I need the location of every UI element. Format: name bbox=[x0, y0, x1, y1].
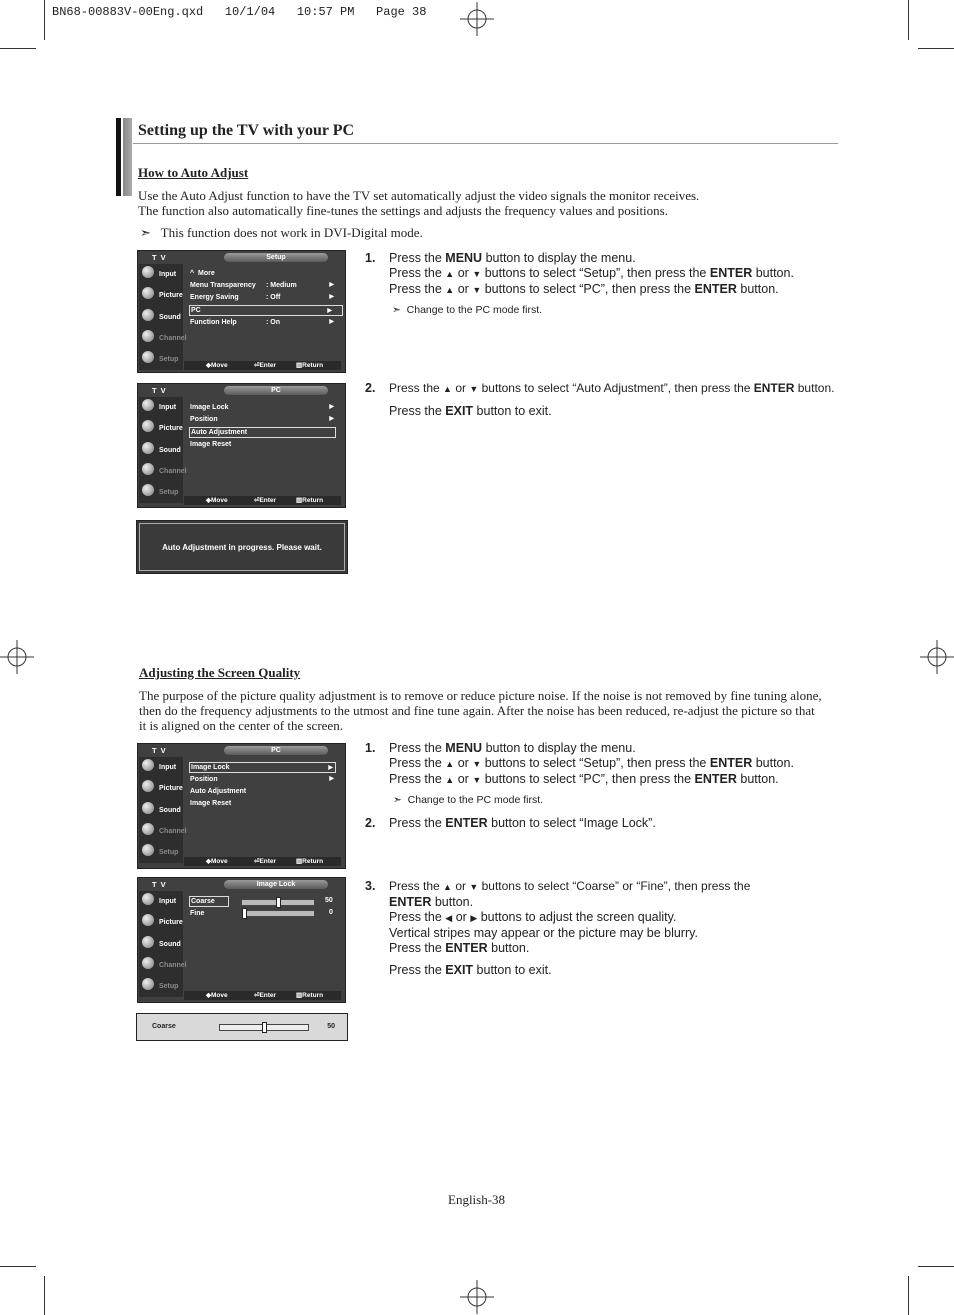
picture-icon bbox=[142, 914, 154, 926]
osd-footer: ◆Move ⏎Enter ▥Return bbox=[184, 496, 341, 505]
channel-icon bbox=[142, 823, 154, 835]
osd-item-selected: Image Lock ▶ bbox=[189, 762, 336, 773]
osd-setup-menu bbox=[137, 250, 346, 373]
down-arrow-icon: ▼ bbox=[472, 269, 482, 279]
osd-sidebar: Input Picture Sound Channel Setup bbox=[139, 891, 183, 997]
coarse-slider bbox=[241, 899, 315, 906]
enter-hint: ⏎Enter bbox=[254, 362, 277, 369]
osd-item-more: ^ More bbox=[190, 270, 215, 277]
osd-item: Function Help : On ▶ bbox=[190, 319, 334, 326]
auto-adjust-step-1: Press the MENU button to display the menu. Press the ▲ or ▼ buttons to select “Setup”, then press the ENTER button. Press the ▲ or ▼ buttons to select “PC”, then press the ENTER button. bbox=[389, 251, 794, 296]
section-bar bbox=[116, 118, 132, 196]
input-icon bbox=[142, 893, 154, 905]
coarse-item-selected: Coarse bbox=[189, 896, 229, 907]
coarse-label: Coarse bbox=[152, 1023, 176, 1030]
left-arrow-icon: ◀ bbox=[445, 913, 453, 923]
up-arrow-icon: ▲ bbox=[443, 384, 452, 394]
osd-item: Position ▶ bbox=[190, 776, 334, 783]
picture-icon bbox=[142, 420, 154, 432]
osd-footer: ◆Move ⏎Enter ▥Return bbox=[184, 857, 341, 866]
auto-adjust-step-1-note: ➣ Change to the PC mode first. bbox=[392, 304, 543, 316]
osd-item: Image Lock ▶ bbox=[190, 404, 334, 411]
osd-item: Image Reset bbox=[190, 441, 232, 448]
step-number: 1. bbox=[365, 251, 376, 265]
setup-icon bbox=[142, 484, 154, 496]
osd-item: Menu Transparency : Medium ▶ bbox=[190, 282, 334, 289]
osd-item: Auto Adjustment bbox=[190, 788, 247, 795]
fine-value: 0 bbox=[329, 909, 333, 916]
progress-message: Auto Adjustment in progress. Please wait. bbox=[162, 543, 322, 552]
note-arrow-icon: ➣ bbox=[140, 225, 151, 240]
sound-icon bbox=[142, 802, 154, 814]
screen-quality-step-1-note: ➣ Change to the PC mode first. bbox=[393, 794, 544, 806]
fine-slider-knob bbox=[242, 908, 247, 919]
registration-mark-top bbox=[460, 2, 494, 36]
sound-icon bbox=[142, 936, 154, 948]
osd-sidebar: Input Picture Sound Channel Setup bbox=[139, 757, 183, 863]
sound-icon bbox=[142, 309, 154, 321]
screen-quality-intro-2: then do the frequency adjustments to the utmost and fine tune again. After the noise has been reduced, re-adjust the picture so that bbox=[139, 703, 815, 718]
fine-item: Fine bbox=[190, 910, 205, 917]
osd-footer: ◆Move ⏎Enter ▥Return bbox=[184, 991, 341, 1000]
fine-slider bbox=[241, 910, 315, 917]
osd-item: Image Reset bbox=[190, 800, 232, 807]
auto-adjust-intro-1: Use the Auto Adjust function to have the TV set automatically adjust the video signals the monitor receives. bbox=[138, 188, 700, 203]
move-hint: ◆Move bbox=[206, 362, 228, 369]
down-arrow-icon: ▼ bbox=[472, 285, 482, 295]
osd-tv-label: T V bbox=[152, 253, 167, 262]
file-slug: BN68-00883V-00Eng.qxd 10/1/04 10:57 PM Page 38 bbox=[52, 5, 427, 19]
channel-icon bbox=[142, 463, 154, 475]
screen-quality-step-3: Press the ▲ or ▼ buttons to select “Coarse” or “Fine”, then press the ENTER button. Press the ◀ or ▶ buttons to adjust the screen quality. Vertical stripes may appear or the picture may be blurry. Press the ENTER button. Press the EXIT button to exit. bbox=[389, 879, 751, 977]
osd-header: PC bbox=[224, 386, 328, 395]
picture-icon bbox=[142, 780, 154, 792]
screen-quality-step-1: Press the MENU button to display the menu. Press the ▲ or ▼ buttons to select “Setup”, then press the ENTER button. Press the ▲ or ▼ buttons to select “PC”, then press the ENTER button. bbox=[389, 741, 794, 786]
osd-item: Energy Saving : Off ▶ bbox=[190, 294, 334, 301]
return-hint: ▥Return bbox=[296, 362, 324, 369]
coarse-adjust-bar bbox=[136, 1013, 348, 1041]
screen-quality-intro-1: The purpose of the picture quality adjustment is to remove or reduce picture noise. If the noise is not removed by fine tuning alone, bbox=[139, 688, 822, 703]
down-arrow-icon: ▼ bbox=[472, 759, 482, 769]
setup-icon bbox=[142, 978, 154, 990]
osd-pc-menu: T V PC Input Picture Sound Channel Setup Image Lock ▶ Position ▶ Auto Adjustment Image Reset ◆Move ⏎Enter ▥Return bbox=[137, 383, 346, 508]
title-rule bbox=[133, 143, 838, 144]
page-title: Setting up the TV with your PC bbox=[138, 122, 355, 139]
auto-adjust-step-2: Press the ▲ or ▼ buttons to select “Auto Adjustment”, then press the ENTER button. Press the EXIT button to exit. bbox=[389, 381, 835, 418]
setup-icon bbox=[142, 844, 154, 856]
coarse-bar-knob bbox=[262, 1022, 267, 1033]
up-arrow-icon: ▲ bbox=[445, 285, 455, 295]
osd-image-lock-menu: T V Image Lock Input Picture Sound Channel Setup Coarse 50 Fine 0 ◆Move ⏎Enter ▥Return bbox=[137, 877, 346, 1003]
up-arrow-icon: ▲ bbox=[445, 759, 455, 769]
osd-item: Position ▶ bbox=[190, 416, 334, 423]
coarse-bar-value: 50 bbox=[327, 1023, 335, 1030]
auto-adjust-heading: How to Auto Adjust bbox=[138, 165, 249, 180]
page-footer: English-38 bbox=[448, 1192, 506, 1207]
auto-adjust-intro-2: The function also automatically fine-tunes the settings and adjusts the frequency values and positions. bbox=[138, 203, 668, 218]
picture-icon bbox=[142, 287, 154, 299]
input-icon bbox=[142, 399, 154, 411]
input-icon bbox=[142, 759, 154, 771]
osd-item-selected: Auto Adjustment bbox=[189, 427, 336, 438]
coarse-slider-knob bbox=[276, 897, 281, 908]
auto-adjust-note: ➣ This function does not work in DVI-Digital mode. bbox=[140, 225, 423, 240]
up-arrow-icon: ▲ bbox=[445, 775, 455, 785]
registration-mark-bottom bbox=[460, 1280, 494, 1314]
coarse-value: 50 bbox=[325, 897, 333, 904]
osd-pc-menu-2: T V PC Input Picture Sound Channel Setup Image Lock ▶ Position ▶ Auto Adjustment Image Reset ◆Move ⏎Enter ▥Return bbox=[137, 743, 346, 869]
coarse-bar bbox=[219, 1024, 309, 1031]
osd-sidebar: Input Picture Sound Channel Setup bbox=[139, 397, 183, 503]
osd-footer bbox=[184, 361, 341, 370]
down-arrow-icon: ▼ bbox=[469, 882, 479, 892]
setup-icon bbox=[142, 351, 154, 363]
channel-icon bbox=[142, 330, 154, 342]
osd-item-selected: PC ▶ bbox=[189, 305, 343, 316]
auto-adjust-progress-box bbox=[136, 520, 348, 574]
osd-sidebar: Input Picture Sound Channel Setup bbox=[139, 264, 183, 370]
right-arrow-icon: ▶ bbox=[470, 913, 478, 923]
screen-quality-intro-3: it is aligned on the center of the screen. bbox=[139, 718, 343, 733]
screen-quality-heading: Adjusting the Screen Quality bbox=[139, 665, 301, 680]
screen-quality-step-2: Press the ENTER button to select “Image Lock”. bbox=[389, 816, 656, 830]
osd-header: Image Lock bbox=[224, 880, 328, 889]
input-icon bbox=[142, 266, 154, 278]
up-arrow-icon: ▲ bbox=[445, 269, 455, 279]
osd-header: Setup bbox=[224, 253, 328, 262]
down-arrow-icon: ▼ bbox=[472, 775, 482, 785]
down-arrow-icon: ▼ bbox=[469, 384, 479, 394]
channel-icon bbox=[142, 957, 154, 969]
sound-icon bbox=[142, 442, 154, 454]
up-arrow-icon: ▲ bbox=[443, 882, 452, 892]
osd-header: PC bbox=[224, 746, 328, 755]
registration-mark-right bbox=[920, 640, 954, 674]
registration-mark-left bbox=[0, 640, 34, 674]
